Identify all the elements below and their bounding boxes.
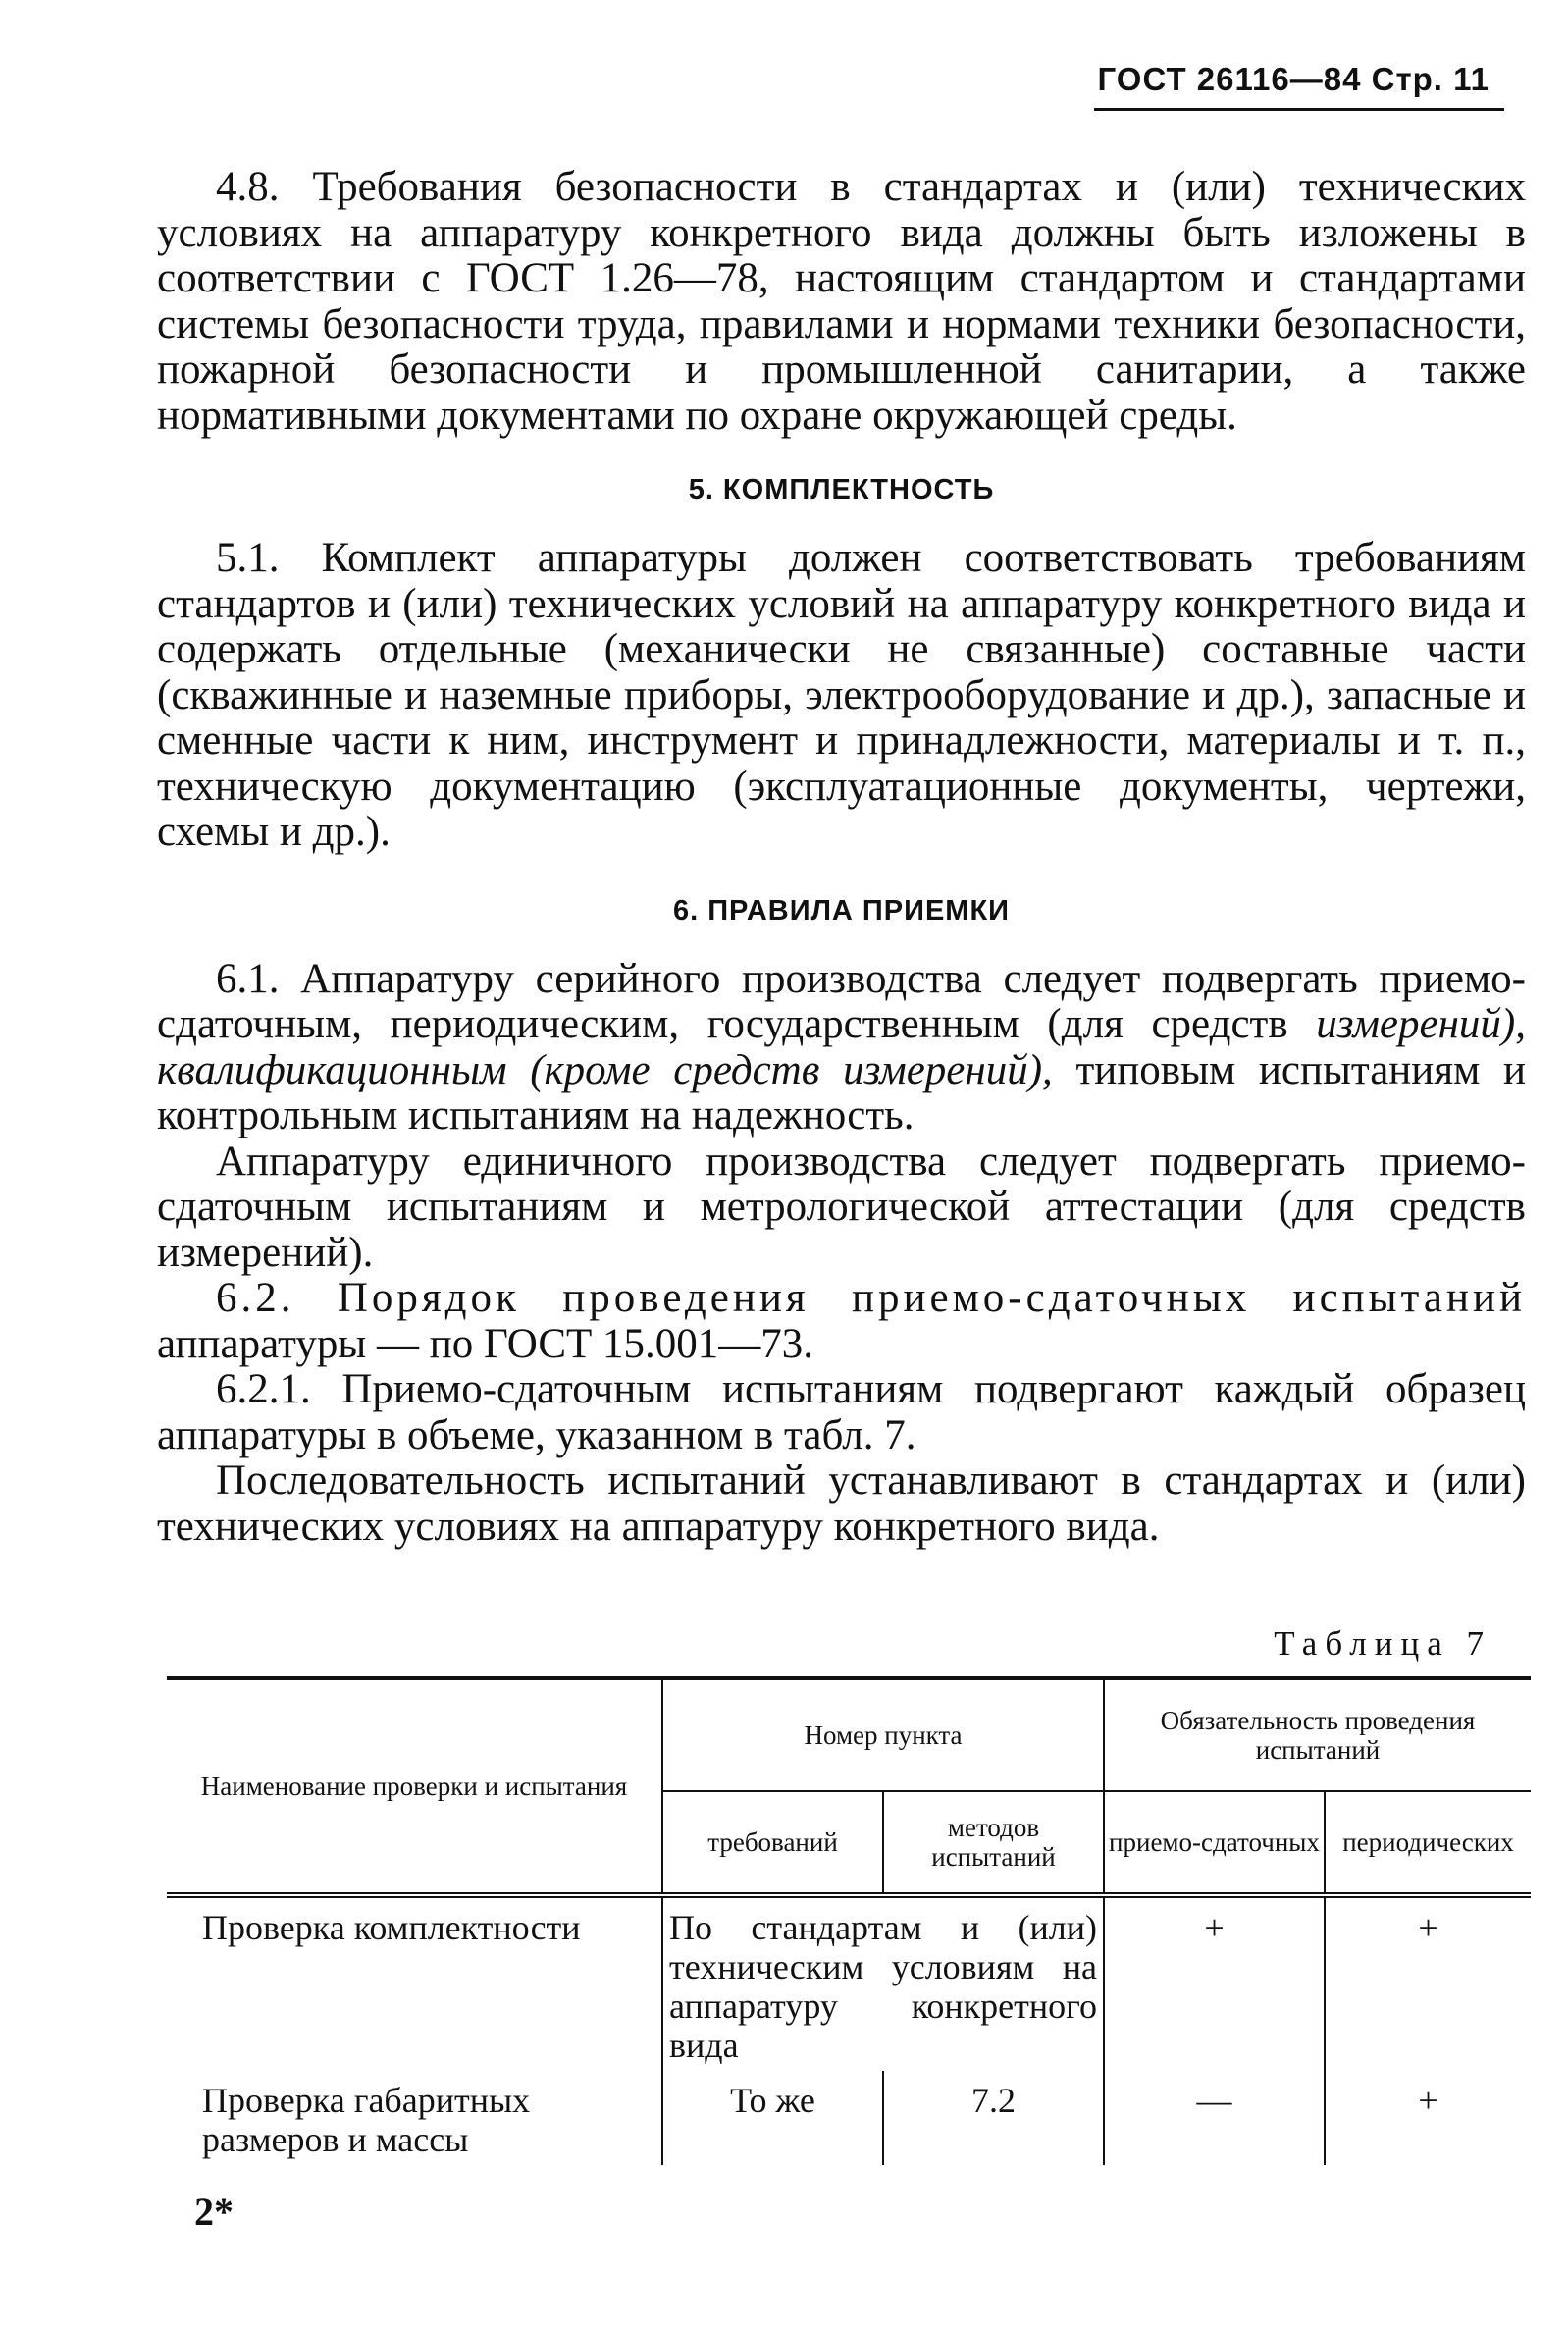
header-acceptance: приемо-сдаточных: [1104, 1791, 1325, 1895]
header-point-number: Номер пункта: [662, 1678, 1104, 1791]
header-rule: [1094, 108, 1504, 111]
row-periodic: +: [1325, 2071, 1531, 2165]
paragraph-6-2: [157, 1276, 1526, 1367]
standard-title: ГОСТ 26116—84: [1097, 61, 1362, 97]
row-merged-reference: По стандартам и (или) техническим условиям на аппаратуру конкретного вида: [662, 1895, 1104, 2071]
page-header: [1098, 61, 1490, 98]
row-methods: 7.2: [883, 2071, 1104, 2165]
table-row: [167, 1895, 1531, 2071]
signature-mark: 2*: [194, 2190, 234, 2234]
section-6-heading: 6. ПРАВИЛА ПРИЕМКИ: [672, 894, 1011, 926]
paragraph-6-1-end: типовым испытаниям и контрольным испытаниям на надежность.: [157, 1046, 1526, 1138]
page-number: Стр. 11: [1371, 61, 1490, 97]
header-test-name: Наименование проверки и испытания: [167, 1678, 662, 1895]
header-requirements: требований: [662, 1791, 883, 1895]
row-acceptance: +: [1104, 1895, 1325, 2071]
paragraph-6-1-italic: измерений), квалификационным (кроме средств измерений),: [157, 1001, 1526, 1093]
table-row: [167, 2071, 1531, 2165]
paragraph-5-1: 5.1. Комплект аппаратуры должен соответствовать требованиям стандартов и (или) технических условий на аппаратуру конкретного вида и содержать отдельные (механически не связанные) составные части (скважинные и наземные приборы, электрооборудование и др.), запасные и сменные части к ним, инструмент и принадлежности, материалы и т. п., техническую документацию (эксплуатационные документы, чертежи, схемы и др.).: [157, 535, 1526, 855]
paragraph-4-8: 4.8. Требования безопасности в стандартах и (или) технических условиях на аппаратуру конкретного вида должны быть изложены в соответствии с ГОСТ 1.26—78, настоящим стандартом и стандартами системы безопасности труда, правилами и нормами техники безопасности, пожарной безопасности и промышленной санитарии, а также нормативными документами по охране окружающей среды.: [157, 164, 1526, 439]
header-periodic: периодических: [1325, 1791, 1531, 1895]
document-body: [157, 165, 1526, 1550]
header-obligation: Обязательность проведения испытаний: [1104, 1678, 1531, 1791]
paragraph-6-1-start: 6.1. Аппаратуру серийного производства следует подвергать приемо-сдаточным, периодическим, государственным (для средств: [157, 955, 1526, 1047]
row-name: Проверка габаритных размеров и массы: [202, 2081, 531, 2159]
row-acceptance: —: [1104, 2071, 1325, 2165]
row-name: Проверка комплектности: [202, 1908, 581, 1947]
table-7: [167, 1676, 1531, 2165]
paragraph-6-2-spaced: 6.2. Порядок проведения приемо-сдаточных испытаний: [216, 1275, 1526, 1321]
table-caption: Таблица 7: [1274, 1624, 1491, 1663]
paragraph-6-1: [157, 957, 1526, 1139]
paragraph-6-2-rest: аппаратуры — по ГОСТ 15.001—73.: [157, 1320, 814, 1367]
header-test-methods: методов испытаний: [883, 1791, 1104, 1895]
paragraph-6-2-1: 6.2.1. Приемо-сдаточным испытаниям подвергают каждый образец аппаратуры в объеме, указанном в табл. 7.: [157, 1366, 1526, 1458]
row-periodic: +: [1325, 1895, 1531, 2071]
section-5-heading: 5. КОМПЛЕКТНОСТЬ: [688, 474, 995, 505]
paragraph-6-1-2: Аппаратуру единичного производства следует подвергать приемо-сдаточным испытаниям и метрологической аттестации (для средств измерений).: [157, 1138, 1526, 1276]
paragraph-6-2-1-sequence: Последовательность испытаний устанавливают в стандартах и (или) технических условиях на аппаратуру конкретного вида.: [157, 1457, 1526, 1550]
row-requirements: То же: [662, 2071, 883, 2165]
